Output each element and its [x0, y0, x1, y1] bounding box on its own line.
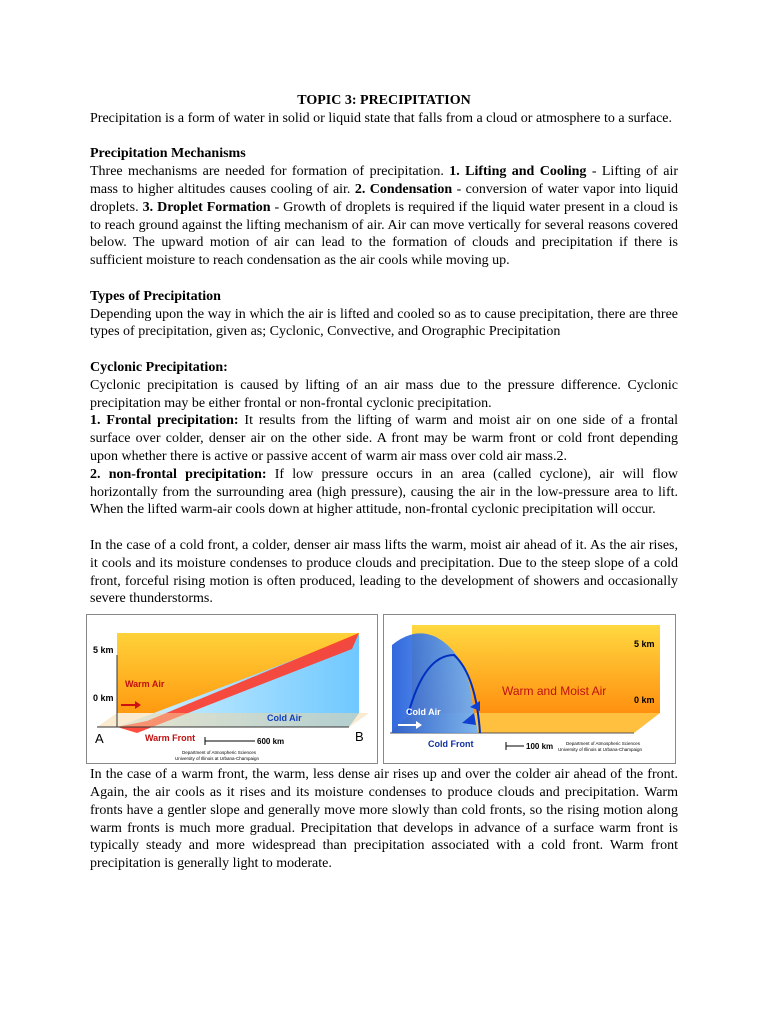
- fig2-km5-label: 5 km: [634, 639, 655, 650]
- cold-air-label: Cold Air: [267, 713, 302, 724]
- warm-moist-air-label: Warm and Moist Air: [502, 684, 607, 699]
- coldfront-paragraph: In the case of a cold front, a colder, denser air mass lifts the warm, moist air ahead of it. As the air rises, it cools and its moisture condenses to produce clouds and precipitation. Due to the steep slope of a cold front, forceful rising motion is often produced, leading to the development of showers and occasionally severe thunderstorms.: [90, 537, 678, 607]
- frontal-paragraph: [90, 412, 678, 465]
- mechanisms-text-4: - Growth of droplets is required if the liquid water present in a cloud is to reach ground against the lifting mechanism of air. Air can move vertically for several reasons covered below. The upward motion of air can lead to the formation of clouds and precipitation if there is sufficient moisture to reach condensation as the air cools while moving up.: [90, 199, 679, 269]
- types-paragraph: Depending upon the way in which the air is lifted and cooled so as to cause precipitation, there are three types of precipitation, given as; Cyclonic, Convective, and Orographic Precipitation: [90, 306, 678, 340]
- point-b-label: B: [355, 729, 364, 745]
- cyclonic-heading: Cyclonic Precipitation:: [90, 359, 228, 375]
- frontal-label: 1. Frontal precipitation:: [90, 413, 239, 429]
- figure-row: [90, 614, 678, 764]
- fig2-scale-label: 100 km: [526, 742, 554, 752]
- fig1-km0-label: 0 km: [93, 693, 114, 704]
- warm-front-label: Warm Front: [145, 733, 196, 744]
- nonfrontal-paragraph: [90, 466, 678, 519]
- nonfrontal-label: 2. non-frontal precipitation:: [90, 466, 267, 482]
- warm-front-figure: [86, 614, 378, 764]
- warm-air-label: Warm Air: [125, 679, 165, 690]
- fig1-credit-2: University of Illinois at Urbana-Champaign: [175, 756, 260, 762]
- mechanisms-paragraph: [90, 163, 678, 270]
- fig2-km0-label: 0 km: [634, 695, 655, 706]
- fig2-credit-1: Department of Atmospheric Sciences: [566, 741, 641, 747]
- fig2-credit-2: University of Illinois at Urbana-Champaign: [558, 747, 643, 753]
- cyclonic-paragraph: Cyclonic precipitation is caused by lifting of an air mass due to the pressure difference. Cyclonic precipitation may be either frontal or non-frontal cyclonic precipitation.: [90, 377, 678, 411]
- cold-front-label: Cold Front: [428, 739, 474, 750]
- mechanism-condensation-label: 2. Condensation: [354, 181, 453, 197]
- frontal-text: It results from the lifting of warm and moist air on one side of a frontal surface over colder, denser air on the other side. A front may be warm front or cold front depending upon whether there is active or passive accent of warm air mass over cold air mass.2.: [90, 413, 678, 464]
- nonfrontal-text: If low pressure occurs in an area (called cyclone), air will flow horizontally from the surrounding area (high pressure), causing the air in the low-pressure area to lift. When the lifted warm-air cools down at higher attitude, non-frontal cyclonic precipitation will occur.: [90, 466, 678, 518]
- fig2-cold-air-label: Cold Air: [406, 707, 441, 718]
- fig1-scale-label: 600 km: [257, 737, 285, 747]
- document-page: [90, 92, 678, 873]
- mechanisms-text-2: - Lifting of air mass to higher altitudes causes cooling of air.: [90, 164, 678, 197]
- mechanisms-text-1: Three mechanisms are needed for formation of precipitation.: [90, 164, 450, 180]
- mechanisms-heading: Precipitation Mechanisms: [90, 146, 246, 162]
- fig1-credit-1: Department of Atmospheric Sciences: [182, 750, 257, 756]
- intro-paragraph: Precipitation is a form of water in solid or liquid state that falls from a cloud or atmosphere to a surface.: [90, 110, 672, 126]
- types-heading: Types of Precipitation: [90, 288, 221, 304]
- cold-front-figure: [383, 614, 676, 764]
- mechanisms-text-3: - conversion of water vapor into liquid droplets.: [90, 181, 679, 215]
- mechanism-droplet-label: 3. Droplet Formation: [142, 199, 271, 215]
- point-a-label: A: [95, 731, 104, 747]
- warmfront-paragraph: In the case of a warm front, the warm, less dense air rises up and over the colder air ahead of the front. Again, the air cools as it rises and its moisture condenses to produce clouds and precipitation. Warm fronts have a gentler slope and generally move more slowly than cold fronts, so the rising motion along warm fronts is much more gradual. Precipitation that develops in advance of a surface warm front is typically steady and more widespread than precipitation associated with a cold front. Warm front precipitation is generally light to moderate.: [90, 767, 678, 872]
- mechanism-lifting-label: 1. Lifting and Cooling: [449, 164, 587, 180]
- fig1-km5-label: 5 km: [93, 645, 114, 656]
- page-title: TOPIC 3: PRECIPITATION: [297, 93, 471, 108]
